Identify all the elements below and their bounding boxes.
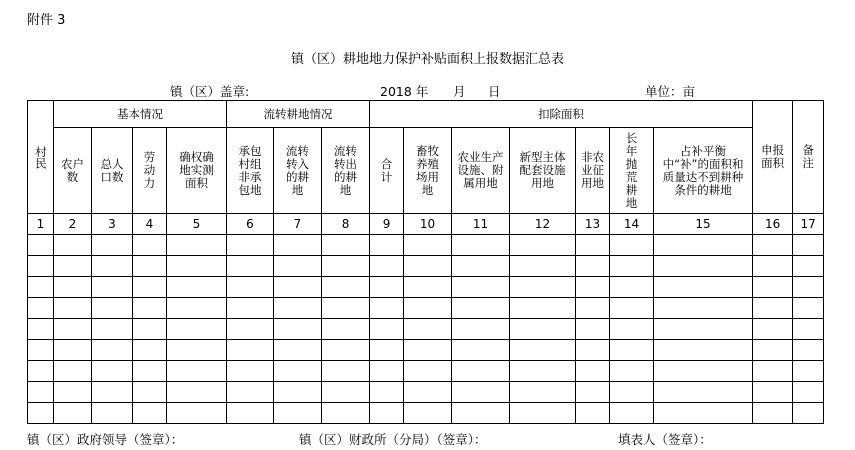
table-cell[interactable] xyxy=(576,319,610,340)
table-cell[interactable] xyxy=(753,277,793,298)
header-livestock: 畜牧养殖场用地 xyxy=(404,128,452,214)
table-cell[interactable] xyxy=(370,340,404,361)
table-cell[interactable] xyxy=(54,361,92,382)
table-cell[interactable] xyxy=(167,256,227,277)
table-cell[interactable] xyxy=(654,340,753,361)
table-cell[interactable] xyxy=(510,403,576,424)
header-labor: 劳动力 xyxy=(133,128,167,214)
table-cell[interactable] xyxy=(793,361,824,382)
table-cell[interactable] xyxy=(92,382,133,403)
table-cell[interactable] xyxy=(576,340,610,361)
month-label: 月 xyxy=(453,84,466,99)
table-cell[interactable] xyxy=(753,403,793,424)
table-cell[interactable] xyxy=(753,382,793,403)
col-number: 1 xyxy=(28,214,54,235)
table-cell[interactable] xyxy=(54,277,92,298)
table-cell[interactable] xyxy=(28,277,54,298)
summary-table xyxy=(27,100,824,424)
table-cell[interactable] xyxy=(793,319,824,340)
table-cell[interactable] xyxy=(793,403,824,424)
table-cell[interactable] xyxy=(92,403,133,424)
table-cell[interactable] xyxy=(227,235,274,256)
col-number: 2 xyxy=(54,214,92,235)
table-row xyxy=(28,319,824,340)
header-confirmed-area: 确权确地实测面积 xyxy=(167,128,227,214)
table-cell[interactable] xyxy=(28,403,54,424)
col-number: 10 xyxy=(404,214,452,235)
year-label: 2018 年 xyxy=(380,84,429,99)
table-cell[interactable] xyxy=(227,256,274,277)
table-cell[interactable] xyxy=(54,298,92,319)
table-cell[interactable] xyxy=(274,277,322,298)
table-cell[interactable] xyxy=(92,340,133,361)
table-cell[interactable] xyxy=(92,256,133,277)
table-cell[interactable] xyxy=(92,277,133,298)
table-cell[interactable] xyxy=(452,256,510,277)
attachment-label: 附件 3 xyxy=(27,13,66,28)
table-cell[interactable] xyxy=(167,361,227,382)
table-cell[interactable] xyxy=(610,298,654,319)
header-group-basic: 基本情况 xyxy=(54,101,227,128)
header-group-transfer: 流转耕地情况 xyxy=(227,101,370,128)
table-cell[interactable] xyxy=(227,277,274,298)
footer-filler-signature: 填表人（签章）： xyxy=(618,432,712,447)
footer-finance-signature: 镇（区）财政所（分局）（签章）： xyxy=(299,432,487,447)
header-compensation-balance: 占补平衡中“补”的面积和质量达不到耕种条件的耕地 xyxy=(654,128,753,214)
table-cell[interactable] xyxy=(510,298,576,319)
table-cell[interactable] xyxy=(753,298,793,319)
table-cell[interactable] xyxy=(510,361,576,382)
table-cell[interactable] xyxy=(227,298,274,319)
table-cell[interactable] xyxy=(610,403,654,424)
table-cell[interactable] xyxy=(404,277,452,298)
table-cell[interactable] xyxy=(133,340,167,361)
table-cell[interactable] xyxy=(576,298,610,319)
col-number: 16 xyxy=(753,214,793,235)
table-cell[interactable] xyxy=(28,340,54,361)
table-cell[interactable] xyxy=(654,361,753,382)
col-number: 4 xyxy=(133,214,167,235)
col-number: 9 xyxy=(370,214,404,235)
table-cell[interactable] xyxy=(452,361,510,382)
table-cell[interactable] xyxy=(370,319,404,340)
table-cell[interactable] xyxy=(167,319,227,340)
header-population: 总人口数 xyxy=(92,128,133,214)
table-cell[interactable] xyxy=(452,382,510,403)
table-cell[interactable] xyxy=(133,298,167,319)
table-cell[interactable] xyxy=(322,382,370,403)
col-number: 15 xyxy=(654,214,753,235)
table-cell[interactable] xyxy=(610,256,654,277)
table-cell[interactable] xyxy=(274,256,322,277)
table-cell[interactable] xyxy=(54,340,92,361)
table-cell[interactable] xyxy=(610,361,654,382)
table-cell[interactable] xyxy=(92,319,133,340)
table-cell[interactable] xyxy=(133,382,167,403)
table-cell[interactable] xyxy=(510,277,576,298)
table-row xyxy=(28,277,824,298)
table-cell[interactable] xyxy=(54,256,92,277)
table-cell[interactable] xyxy=(610,319,654,340)
header-apply-area: 申报面积 xyxy=(753,101,793,214)
header-transfer-in: 流转转入的耕地 xyxy=(274,128,322,214)
day-label: 日 xyxy=(488,84,501,99)
table-cell[interactable] xyxy=(654,256,753,277)
table-cell[interactable] xyxy=(227,340,274,361)
header-group-deduct: 扣除面积 xyxy=(370,101,753,128)
table-cell[interactable] xyxy=(322,340,370,361)
table-cell[interactable] xyxy=(54,403,92,424)
town-stamp-label: 镇（区）盖章: xyxy=(170,84,250,99)
table-cell[interactable] xyxy=(92,298,133,319)
table-cell[interactable] xyxy=(793,277,824,298)
header-agri-facility: 农业生产设施、附属用地 xyxy=(452,128,510,214)
table-cell[interactable] xyxy=(404,319,452,340)
table-cell[interactable] xyxy=(510,235,576,256)
table-cell[interactable] xyxy=(753,340,793,361)
col-number: 13 xyxy=(576,214,610,235)
table-cell[interactable] xyxy=(452,319,510,340)
table-cell[interactable] xyxy=(610,340,654,361)
table-row xyxy=(28,298,824,319)
table-cell[interactable] xyxy=(793,298,824,319)
table-cell[interactable] xyxy=(28,319,54,340)
table-cell[interactable] xyxy=(576,403,610,424)
table-cell[interactable] xyxy=(753,361,793,382)
table-cell[interactable] xyxy=(404,235,452,256)
table-cell[interactable] xyxy=(654,298,753,319)
col-number: 7 xyxy=(274,214,322,235)
table-cell[interactable] xyxy=(133,319,167,340)
col-number: 11 xyxy=(452,214,510,235)
table-cell[interactable] xyxy=(322,403,370,424)
table-cell[interactable] xyxy=(793,382,824,403)
table-cell[interactable] xyxy=(576,235,610,256)
table-cell[interactable] xyxy=(167,382,227,403)
table-cell[interactable] xyxy=(133,277,167,298)
table-cell[interactable] xyxy=(133,256,167,277)
table-cell[interactable] xyxy=(753,235,793,256)
table-cell[interactable] xyxy=(510,256,576,277)
table-cell[interactable] xyxy=(227,382,274,403)
col-number: 8 xyxy=(322,214,370,235)
table-cell[interactable] xyxy=(167,298,227,319)
table-cell[interactable] xyxy=(452,298,510,319)
table-cell[interactable] xyxy=(610,277,654,298)
table-cell[interactable] xyxy=(274,319,322,340)
table-row xyxy=(28,235,824,256)
table-cell[interactable] xyxy=(54,319,92,340)
table-cell[interactable] xyxy=(28,298,54,319)
table-cell[interactable] xyxy=(404,298,452,319)
table-cell[interactable] xyxy=(654,403,753,424)
table-cell[interactable] xyxy=(370,403,404,424)
table-row xyxy=(28,256,824,277)
col-number: 6 xyxy=(227,214,274,235)
col-number: 5 xyxy=(167,214,227,235)
table-cell[interactable] xyxy=(227,361,274,382)
table-cell[interactable] xyxy=(322,361,370,382)
table-cell[interactable] xyxy=(227,403,274,424)
table-row xyxy=(28,340,824,361)
footer-gov-signature: 镇（区）政府领导（签章）： xyxy=(27,432,184,447)
table-cell[interactable] xyxy=(133,235,167,256)
table-cell[interactable] xyxy=(28,382,54,403)
table-cell[interactable] xyxy=(92,361,133,382)
table-cell[interactable] xyxy=(370,298,404,319)
table-cell[interactable] xyxy=(28,235,54,256)
table-cell[interactable] xyxy=(404,256,452,277)
table-cell[interactable] xyxy=(274,382,322,403)
table-cell[interactable] xyxy=(753,256,793,277)
table-cell[interactable] xyxy=(610,382,654,403)
header-remarks: 备注 xyxy=(793,101,824,214)
table-cell[interactable] xyxy=(793,340,824,361)
table-cell[interactable] xyxy=(654,277,753,298)
table-cell[interactable] xyxy=(227,319,274,340)
table-cell[interactable] xyxy=(452,235,510,256)
unit-label: 单位：亩 xyxy=(645,84,696,99)
table-cell[interactable] xyxy=(452,403,510,424)
table-cell[interactable] xyxy=(753,319,793,340)
table-cell[interactable] xyxy=(167,340,227,361)
table-cell[interactable] xyxy=(404,403,452,424)
table-cell[interactable] xyxy=(167,403,227,424)
table-cell[interactable] xyxy=(54,382,92,403)
table-cell[interactable] xyxy=(274,235,322,256)
table-cell[interactable] xyxy=(610,235,654,256)
table-cell[interactable] xyxy=(654,235,753,256)
table-cell[interactable] xyxy=(322,319,370,340)
table-row xyxy=(28,403,824,424)
table-cell[interactable] xyxy=(28,361,54,382)
table-cell[interactable] xyxy=(793,256,824,277)
col-number: 14 xyxy=(610,214,654,235)
table-cell[interactable] xyxy=(370,382,404,403)
col-number: 12 xyxy=(510,214,576,235)
table-cell[interactable] xyxy=(274,340,322,361)
table-cell[interactable] xyxy=(322,256,370,277)
table-row xyxy=(28,382,824,403)
table-cell[interactable] xyxy=(452,277,510,298)
table-cell[interactable] xyxy=(274,298,322,319)
header-village: 村民 xyxy=(28,101,54,214)
table-cell[interactable] xyxy=(576,382,610,403)
table-cell[interactable] xyxy=(133,403,167,424)
header-new-entity-facility: 新型主体配套设施用地 xyxy=(510,128,576,214)
header-transfer-out: 流转转出的耕地 xyxy=(322,128,370,214)
table-cell[interactable] xyxy=(510,319,576,340)
table-cell[interactable] xyxy=(576,256,610,277)
header-total: 合计 xyxy=(370,128,404,214)
table-cell[interactable] xyxy=(274,361,322,382)
table-cell[interactable] xyxy=(510,382,576,403)
table-cell[interactable] xyxy=(452,340,510,361)
table-cell[interactable] xyxy=(370,277,404,298)
header-contract-noncontract: 承包村组非承包地 xyxy=(227,128,274,214)
table-cell[interactable] xyxy=(322,298,370,319)
table-cell[interactable] xyxy=(167,235,227,256)
table-cell[interactable] xyxy=(322,235,370,256)
table-cell[interactable] xyxy=(322,277,370,298)
table-row xyxy=(28,361,824,382)
col-number: 17 xyxy=(793,214,824,235)
table-cell[interactable] xyxy=(404,340,452,361)
col-number: 3 xyxy=(92,214,133,235)
table-cell[interactable] xyxy=(28,256,54,277)
table-cell[interactable] xyxy=(576,361,610,382)
table-cell[interactable] xyxy=(793,235,824,256)
table-cell[interactable] xyxy=(370,235,404,256)
table-cell[interactable] xyxy=(576,277,610,298)
table-cell[interactable] xyxy=(92,235,133,256)
table-cell[interactable] xyxy=(510,340,576,361)
table-cell[interactable] xyxy=(133,361,167,382)
table-cell[interactable] xyxy=(54,235,92,256)
table-cell[interactable] xyxy=(370,256,404,277)
header-abandoned: 长年抛荒耕地 xyxy=(610,128,654,214)
table-cell[interactable] xyxy=(654,319,753,340)
table-cell[interactable] xyxy=(654,382,753,403)
table-cell[interactable] xyxy=(167,277,227,298)
table-cell[interactable] xyxy=(370,361,404,382)
header-nonagri-expropriated: 非农业征用地 xyxy=(576,128,610,214)
header-households: 农户数 xyxy=(54,128,92,214)
form-title: 镇（区）耕地地力保护补贴面积上报数据汇总表 xyxy=(290,52,564,67)
table-cell[interactable] xyxy=(274,403,322,424)
table-cell[interactable] xyxy=(404,382,452,403)
table-cell[interactable] xyxy=(404,361,452,382)
